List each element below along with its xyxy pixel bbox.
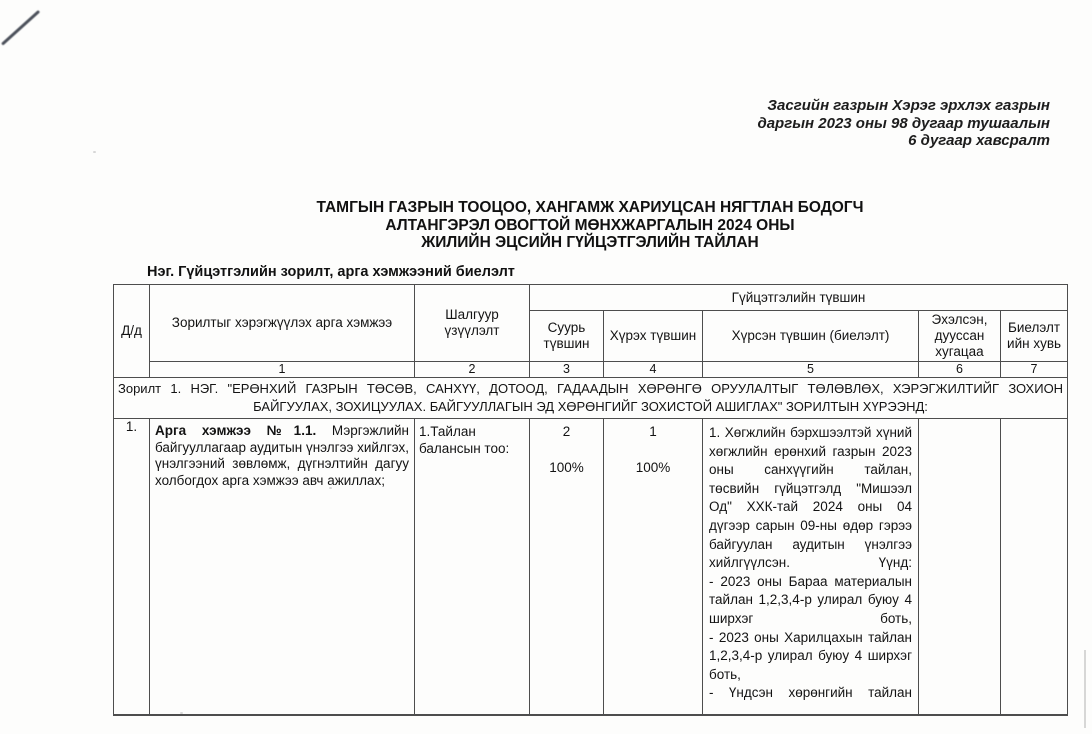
header-percent: Биелэлт ийн хувь bbox=[1001, 311, 1068, 362]
decree-note-line: даргын 2023 оны 98 дугаар тушаалын bbox=[757, 114, 1050, 132]
table-row bbox=[114, 419, 1068, 715]
section-heading: Нэг. Гүйцэтгэлийн зорилт, арга хэмжээний биелэлт bbox=[147, 264, 515, 280]
base-value: 2 bbox=[562, 424, 571, 439]
column-number: 6 bbox=[919, 362, 1001, 378]
base-level-cell bbox=[530, 419, 604, 715]
header-level-group: Гүйцэтгэлийн түвшин bbox=[530, 285, 1068, 311]
target-level-cell bbox=[604, 419, 703, 715]
header-measure: Зорилтыг хэрэгжүүлэх арга хэмжээ bbox=[150, 285, 415, 362]
achieved-item: - Үндсэн хөрөнгийн тайлан bbox=[709, 685, 912, 701]
header-target-level: Хүрэх түвшин bbox=[604, 311, 703, 362]
column-number: 3 bbox=[530, 362, 604, 378]
target-percent: 100% bbox=[635, 460, 671, 475]
decree-note-line: 6 дугаар хавсралт bbox=[908, 132, 1050, 149]
column-number: 7 bbox=[1001, 362, 1068, 378]
scan-speckle bbox=[93, 151, 96, 153]
document-title-line: ЖИЛИЙН ЭЦСИЙН ГҮЙЦЭТГЭЛИЙН ТАЙЛАН bbox=[421, 234, 759, 251]
document-title-line: АЛТАНГЭРЭЛ ОВОГТОЙ МӨНХЖАРГАЛЫН 2024 ОНЫ bbox=[385, 216, 795, 234]
header-dd: Д/д bbox=[114, 285, 150, 378]
achieved-item: - 2023 оны Бараа материалын тайлан 1,2,3,4-р улирал буюу 4 ширхэг боть, bbox=[709, 573, 912, 626]
objective-row: Зорилт 1. НЭГ. "ЕРӨНХИЙ ГАЗРЫН ТӨСӨВ, САНХҮҮ, ДОТООД, ГАДААДЫН ХӨРӨНГӨ ОРУУЛАЛТЫГ ТӨЛӨВЛӨХ, ХЭРЭГЖИЛТИЙГ ЗОХИОН БАЙГУУЛАХ, ЗОХИЦУУЛАХ. БАЙГУУЛЛАГЫН ЭД ХӨРӨНГИЙГ ЗОХИСТОЙ АШИГЛАХ" ЗОРИЛТЫН ХҮРЭЭНД: bbox=[114, 378, 1068, 419]
criteria-cell: 1.Тайлан балансын тоо: bbox=[415, 419, 530, 715]
performance-report-table bbox=[113, 284, 1068, 716]
percent-cell bbox=[1001, 419, 1068, 715]
column-number: 5 bbox=[703, 362, 919, 378]
document-title bbox=[113, 199, 1067, 252]
measure-cell bbox=[150, 419, 415, 715]
target-value: 1 bbox=[649, 424, 657, 439]
achieved-paragraph: 1. Хөгжлийн бэрхшээлтэй хүний хөгжлийн ерөнхий газрын 2023 оны санхүүгийн тайлан, төсвийн гүйцэтгэлд "Мишээл Од" ХХК-тай 2024 оны 04 дүгээр сарын 09-ны өдөр гэрээ байгуулан аудитын үнэлгээ хийлгүүлсэн. Үүнд: bbox=[709, 425, 912, 571]
document-title-line: ТАМГЫН ГАЗРЫН ТООЦОО, ХАНГАМЖ ХАРИУЦСАН НЯГТЛАН БОДОГЧ bbox=[316, 199, 864, 216]
pen-mark-artifact bbox=[1, 10, 40, 46]
header-duration: Эхэлсэн, дууссан хугацаа bbox=[919, 311, 1001, 362]
column-number: 1 bbox=[150, 362, 415, 378]
achieved-level-cell bbox=[703, 419, 919, 715]
header-base-level: Суурь түвшин bbox=[530, 311, 604, 362]
duration-cell bbox=[919, 419, 1001, 715]
page-edge-artifact bbox=[1084, 650, 1086, 728]
column-number: 4 bbox=[604, 362, 703, 378]
decree-note-line: Засгийн газрын Хэрэг эрхлэх газрын bbox=[767, 97, 1050, 114]
measure-text: Мэргэжлийн байгууллагаар аудитын үнэлгээ хийлгэх, үнэлгээний зөвлөмж, дүгнэлтийн дагуу холбогдох арга хэмжээ авч ажиллах; bbox=[155, 423, 409, 488]
header-criteria: Шалгуур үзүүлэлт bbox=[415, 285, 530, 362]
decree-note bbox=[757, 97, 1050, 150]
achieved-item: - 2023 оны Харилцахын тайлан 1,2,3,4-р улирал буюу 4 ширхэг боть, bbox=[709, 629, 912, 682]
row-index-cell: 1. bbox=[114, 419, 150, 715]
header-achieved-level: Хүрсэн түвшин (биелэлт) bbox=[703, 311, 919, 362]
base-percent: 100% bbox=[549, 460, 584, 475]
measure-number: Арга хэмжээ №1.1. bbox=[155, 423, 317, 438]
column-number: 2 bbox=[415, 362, 530, 378]
